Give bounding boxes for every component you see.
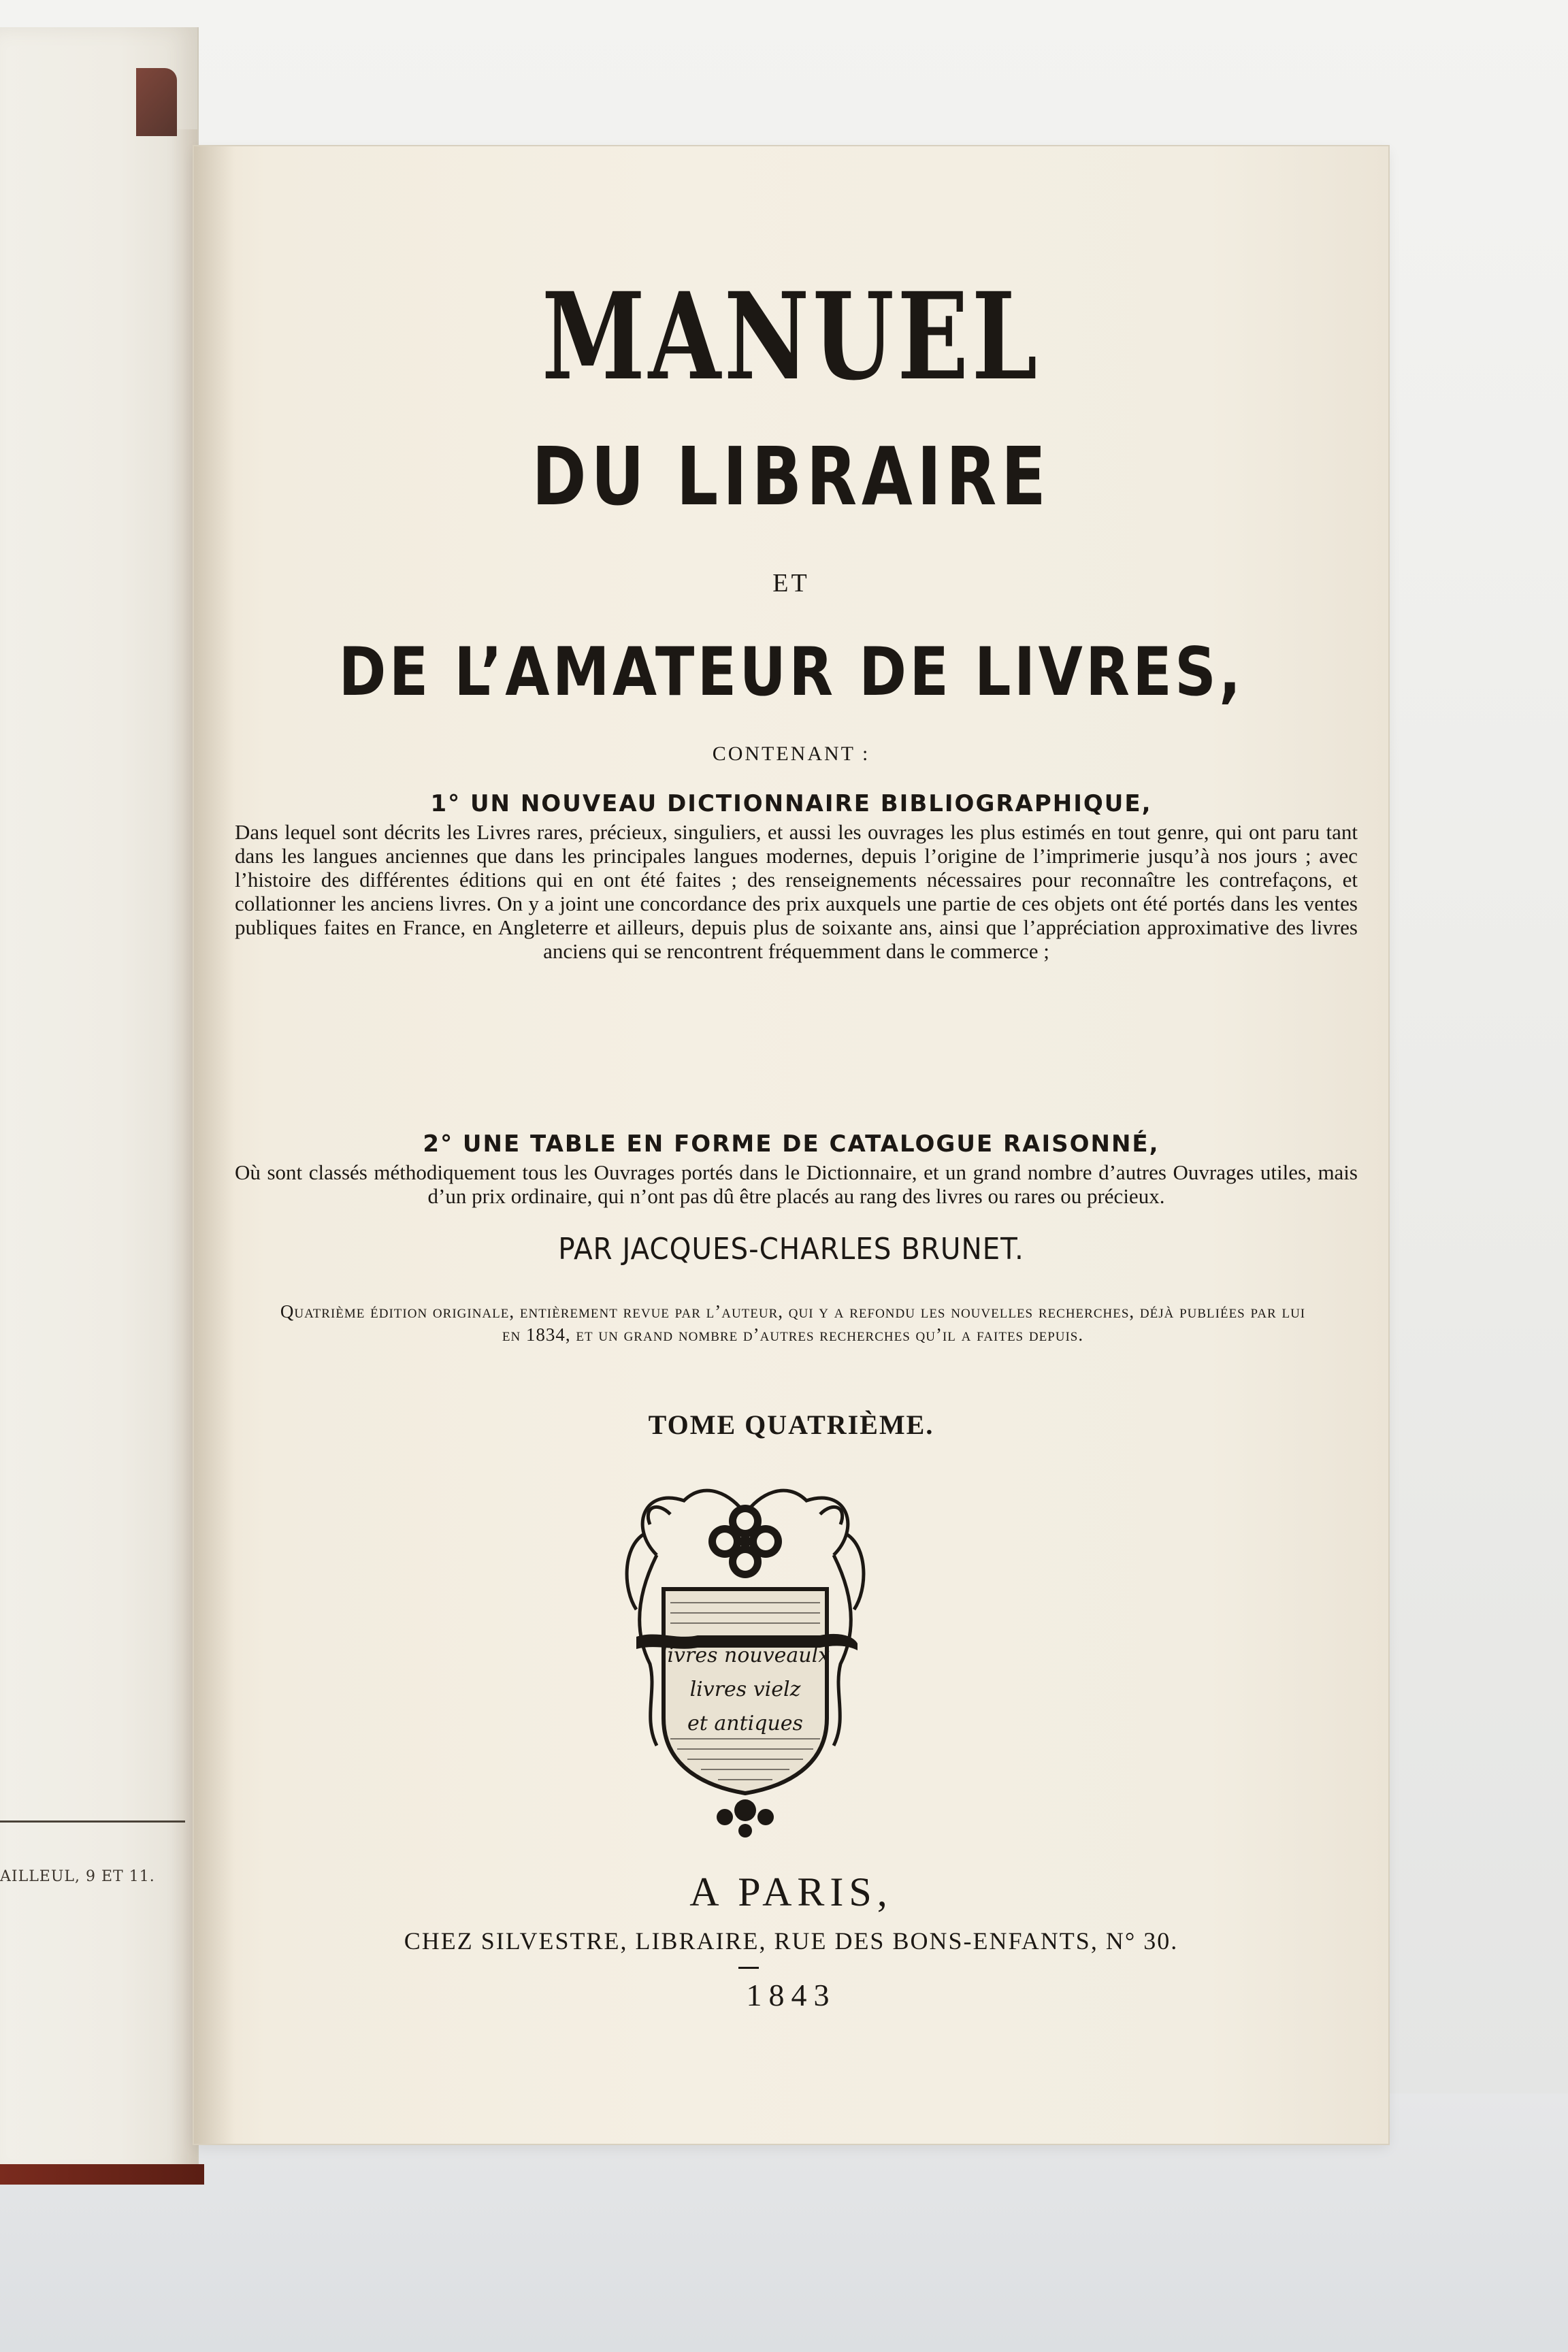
device-motto-line-2: livres vielz xyxy=(689,1678,801,1701)
section-1-body: Dans lequel sont décrits les Livres rares, précieux, singuliers, et aussi les ouvrages les plus estimés en tout genre, qui ont paru tant dans les langues anciennes que dans les principales langues modernes, depuis l’origine de l’imprimerie jusqu’à nos jours ; avec l’histoire des différentes éditions qui en ont été faites ; des renseignements nécessaires pour reconnaître les contrefaçons, et collationner les anciens livres. On y a joint une concordance des prix auxquels une partie de ces objets ont été portés dans les ventes publiques faites en France, en Angleterre et ailleurs, depuis plus de soixante ans, ainsi que l’appréciation approximative des livres anciens qui se rencontrent fréquemment dans le commerce ; xyxy=(235,820,1358,963)
author-line: PAR JACQUES-CHARLES BRUNET. xyxy=(558,1232,1024,1267)
imprint-rule xyxy=(738,1967,759,1969)
edition-note: Quatrième édition originale, entièrement revue par l’auteur, qui y a refondu les nouvelles recherches, déjà publiées par lui en 1834, et un grand nombre d’autres recherches qu’il a faites depuis. xyxy=(280,1301,1306,1345)
binding-corner xyxy=(136,68,177,136)
imprint-year: 1843 xyxy=(746,1978,836,2012)
spine-edge xyxy=(170,129,197,2178)
title-line-2: DU LIBRAIRE xyxy=(532,429,1051,523)
device-motto-line-1: livres nouveaulx xyxy=(660,1644,830,1667)
section-2-heading: 2° UNE TABLE EN FORME DE CATALOGUE RAISONNÉ, xyxy=(423,1130,1160,1158)
device-motto-line-3: et antiques xyxy=(687,1712,803,1735)
printers-device-emblem xyxy=(616,1473,875,1841)
left-flyleaf-page xyxy=(0,27,199,2178)
printer-imprint-fragment: AILLEUL, 9 ET 11. xyxy=(0,1868,155,1885)
title-page xyxy=(194,146,1388,2144)
section-1-heading: 1° UN NOUVEAU DICTIONNAIRE BIBLIOGRAPHIQUE, xyxy=(430,790,1152,817)
imprint-place: A PARIS, xyxy=(689,1869,893,1914)
title-conjunction: ET xyxy=(772,569,810,598)
title-main: MANUEL xyxy=(542,266,1041,407)
footer-rule xyxy=(0,1820,185,1823)
section-2-body: Où sont classés méthodiquement tous les Ouvrages portés dans le Dictionnaire, et un grand nombre d’autres Ouvrages utiles, mais d’un prix ordinaire, qui n’ont pas dû être placés au rang des livres ou rares ou précieux. xyxy=(235,1160,1358,1208)
imprint-publisher: CHEZ SILVESTRE, LIBRAIRE, RUE DES BONS-ENFANTS, N° 30. xyxy=(404,1927,1179,1955)
volume-label: TOME QUATRIÈME. xyxy=(648,1409,934,1440)
title-line-3: DE L’AMATEUR DE LIVRES, xyxy=(338,634,1244,711)
contents-intro: CONTENANT : xyxy=(712,742,870,765)
binding-edge xyxy=(0,2164,204,2185)
